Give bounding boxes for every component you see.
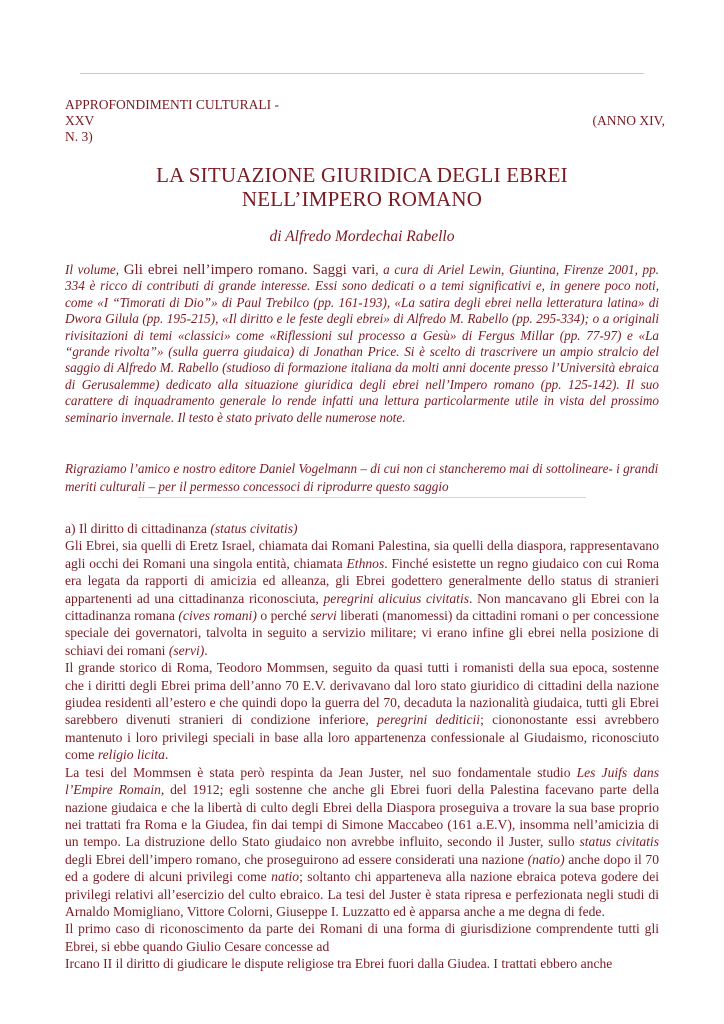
text: ; ciononostante essi avrebbero mantenuto i loro privilegi speciali in base alla loro appartenenza confessionale al Giudaismo, riconosciuto come — [65, 712, 659, 763]
section-heading-text: a) Il diritto di cittadinanza — [65, 521, 211, 536]
paragraph: Il primo caso di riconoscimento da parte dei Romani di una forma di giurisdizione comprendente tutti gli Ebrei, si ebbe quando Giulio Cesare concesse ad — [65, 921, 659, 954]
article-title-line-2: NELL’IMPERO ROMANO — [241, 187, 483, 211]
text: degli Ebrei dell’impero romano, che proseguirono ad essere considerati una nazione — [65, 851, 528, 867]
running-head-volume: XXV — [65, 113, 95, 128]
article-title — [65, 163, 659, 211]
latin-term: peregrini alicuius civitatis — [323, 590, 470, 606]
latin-term: (natio) — [527, 851, 565, 867]
latin-term: Ethnos — [346, 555, 385, 571]
latin-term: natio — [271, 869, 300, 885]
latin-term: peregrini dediticii — [377, 712, 481, 728]
text: ; soltanto chi apparteneva alla nazione ebraica poteva godere dei privilegi relativi all’esercizio del culto ebraico. La tesi del Juster è stata ripresa e perfezionata negli studi di Arnaldo Momigliano, Vittore Colorni, Giuseppe I. Luzzatto ed è apparsa anche a me degna di fede. — [65, 869, 659, 919]
paragraph — [65, 659, 659, 763]
text: , del 1912; egli sostenne che anche gli Ebrei fuori della Palestina facevano parte della nazione giudaica e che la libertà di culto degli Ebrei della Diaspora proseguiva a trovare la sua base proprio nei trattati fra Roma e la Giudea, fin dai tempi di Simone Maccabeo (161 a.E.V), insomma nell’amicizia di un tempo. La distruzione dello Stato giudaico non avrebbe influito, secondo il Juster, sullo — [65, 782, 659, 850]
intro-text: Il volume, — [65, 262, 124, 277]
book-reference: Les Juifs dans l’Empire Romain — [65, 764, 659, 798]
latin-term: (servi) — [168, 642, 205, 658]
author-byline: di Alfredo Mordechai Rabello — [269, 228, 455, 245]
text: . — [164, 747, 169, 763]
article-body — [65, 520, 659, 973]
running-head-line-2 — [65, 113, 665, 129]
text: liberati (manomessi) da cittadini romani o per concessione speciale dei governatori, talvolta in seguito a servizio militare; vi erano infine gli ebrei nella posizione di schiavi dei romani — [65, 608, 659, 658]
running-head-year: (ANNO XIV, — [592, 113, 665, 128]
editorial-intro — [65, 262, 659, 426]
section-heading — [65, 520, 659, 537]
section-heading-term: (status civitatis) — [210, 521, 298, 536]
text: Gli Ebrei, sia quelli di Eretz Israel, chiamata dai Romani Palestina, sia quelli della diaspora, rappresentavano agli occhi dei Romani una singola entità, chiamata — [65, 538, 659, 571]
text: . Non mancavano gli Ebrei con la cittadinanza romana — [65, 590, 659, 624]
latin-term: religio licita — [97, 747, 165, 763]
running-head — [65, 97, 665, 145]
running-head-issue: N. 3) — [65, 129, 93, 144]
text: . — [204, 642, 208, 658]
text: Il grande storico di Roma, Teodoro Mommsen, seguito da quasi tutti i romanisti della sua epoca, sostenne che i diritti degli Ebrei prima dell’anno 70 E.V. derivavano dal loro stato giuridico di cittadini della nazione giudea residenti all’estero e che quindi dopo la guerra del 70, decaduta la nazionalità giudaica, tutti gli Ebrei sarebbero divenuti stranieri di condizione inferiore, — [65, 660, 659, 728]
latin-term: servi — [310, 608, 337, 624]
intro-text: , a cura di Ariel Lewin, Giuntina, Firenze 2001, pp. 334 è ricco di contributi di grande interesse. Essi sono dedicati o a temi significativi e, in genere poco noti, come «I “Timorati di Dio”» di Paul Trebilco (pp. 161-193), «La satira degli ebrei nella letteratura latina» di Dwora Gilula (pp. 195-215), «Il diritto e le feste degli ebrei» di Alfredo M. Rabello (pp. 295-334); o a originali rivisitazioni di temi «classici» come «Riflessioni sul processo a Gesù» di Fergus Millar (pp. 77-97) e «La “grande rivolta”» (sulla guerra giudaica) di Jonathan Price. Si è scelto di trascrivere un ampio stralcio del saggio di Alfredo M. Rabello (studioso di formazione italiana da molti anni docente presso l’Università ebraica di Gerusalemme) dedicato alla situazione giuridica degli ebrei nell’Impero romano (pp. 125-142). Il suo carattere di inquadramento generale lo rende infatti una lettura particolarmente utile in vista del prossimo seminario invernale. Il testo è stato privato delle numerose note. — [65, 262, 659, 425]
paragraph — [65, 537, 659, 659]
latin-term: (cives romani) — [178, 608, 257, 624]
running-head-line-1: APPROFONDIMENTI CULTURALI - — [65, 97, 280, 112]
acknowledgement: Rigraziamo l’amico e nostro editore Daniel Vogelmann – di cui non ci stancheremo mai di sottolineare- i grandi meriti culturali – per il permesso concessoci di riprodurre questo saggio — [65, 461, 659, 494]
article-title-line-1: LA SITUAZIONE GIURIDICA DEGLI EBREI — [156, 163, 568, 187]
latin-term: status civitatis — [579, 834, 659, 850]
book-title: Gli ebrei nell’impero romano. Saggi vari — [123, 262, 376, 278]
top-divider — [80, 73, 644, 74]
section-divider — [138, 497, 586, 498]
paragraph: Ircano II il diritto di giudicare le dispute religiose tra Ebrei fuori dalla Giudea. I trattati ebbero anche — [65, 956, 613, 972]
text: La tesi del Mommsen è stata però respinta da Jean Juster, nel suo fondamentale studio — [65, 764, 577, 780]
text: o perché — [256, 608, 311, 624]
text: anche dopo il 70 ed a godere di alcuni privilegi come — [65, 851, 659, 885]
text: . Finché esistette un regno giudaico con cui Roma era legata da rapporti di amicizia ed alleanza, gli Ebrei godettero generalmente dello status di stranieri appartenenti ad una cittadinanza riconosciuta, — [65, 555, 659, 606]
paragraph — [65, 764, 659, 921]
